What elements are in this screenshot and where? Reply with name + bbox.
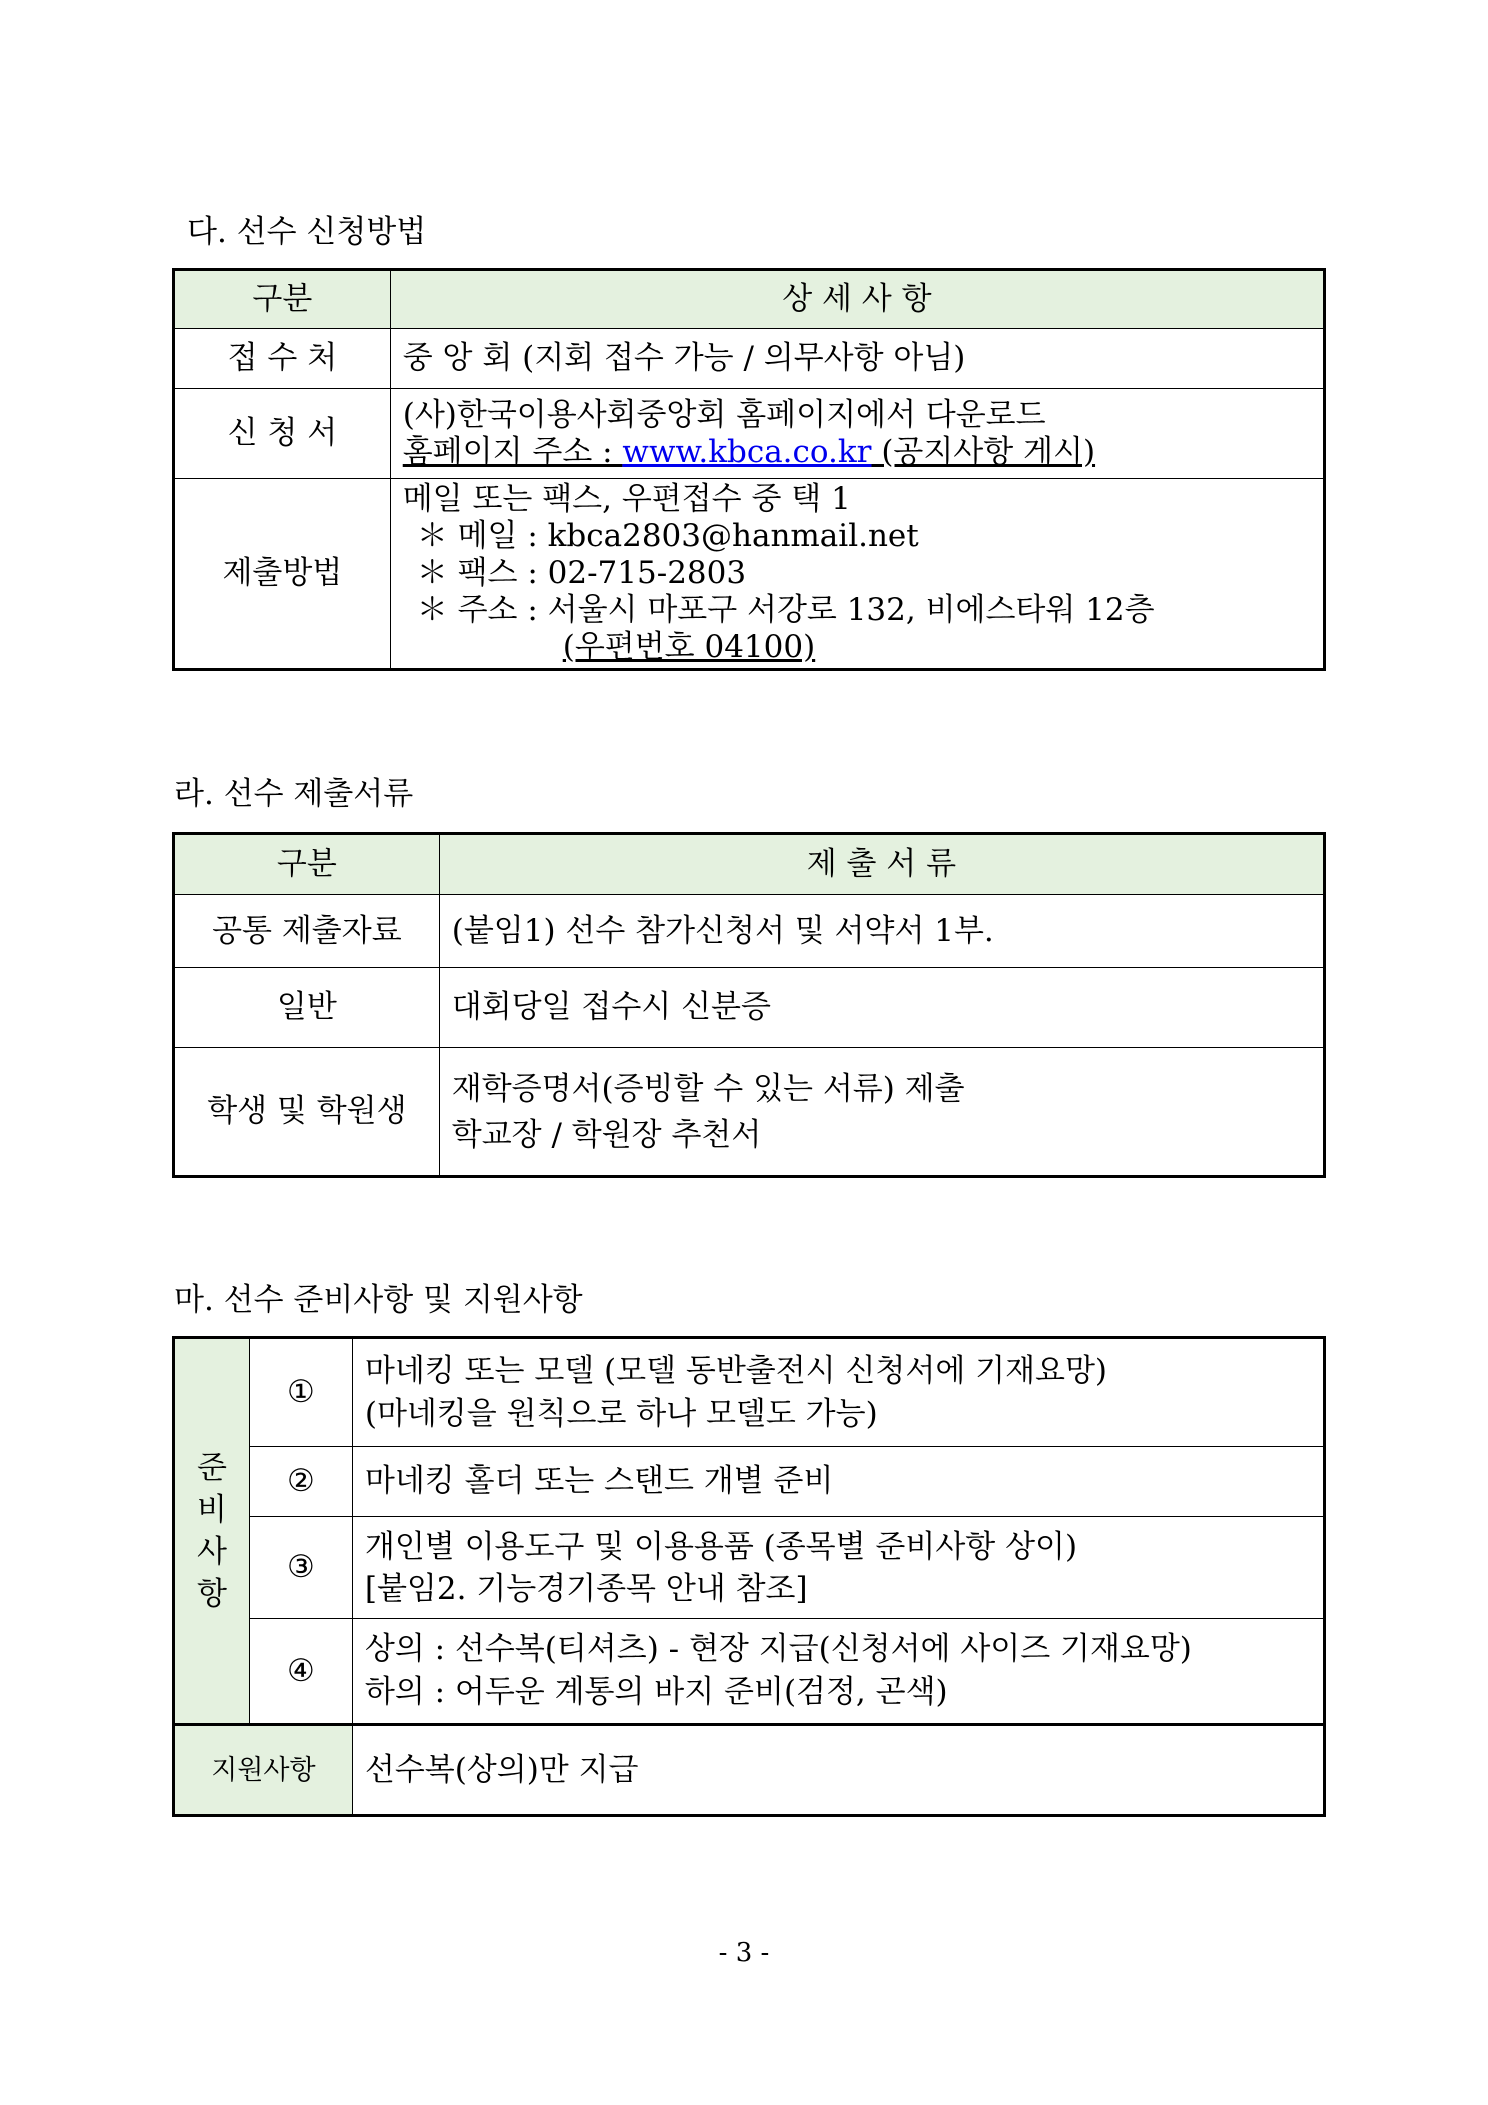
page-number: - 3 - [718, 1938, 770, 1968]
preparation-side-label [175, 1339, 250, 1725]
header-details: 상 세 사 항 [390, 271, 1323, 329]
row-value-student [439, 1048, 1323, 1176]
required-documents-table [174, 834, 1324, 1176]
header-category: 구분 [175, 835, 440, 895]
item-text-2: 마네킹 홀더 또는 스탠드 개별 준비 [352, 1447, 1323, 1517]
form-line-2 [403, 434, 1323, 471]
row-label-general: 일반 [175, 968, 440, 1048]
item-3-line-1: 개인별 이용도구 및 이용용품 (종목별 준비사항 상이) [364, 1528, 1078, 1565]
homepage-link[interactable]: www.kbca.co.kr [622, 433, 872, 470]
row-label-submission: 제출방법 [175, 479, 391, 669]
item-1-line-1: 마네킹 또는 모델 (모델 동반출전시 신청서에 기재요망) [364, 1352, 1107, 1389]
side-char-4: 항 [197, 1576, 227, 1612]
support-text: 선수복(상의)만 지급 [352, 1725, 1323, 1815]
item-number-4: ④ [249, 1619, 352, 1725]
side-char-1: 준 [197, 1450, 227, 1486]
row-value-common: (붙임1) 선수 참가신청서 및 서약서 1부. [439, 895, 1323, 968]
row-label-common: 공통 제출자료 [175, 895, 440, 968]
row-label-reception: 접 수 처 [175, 329, 391, 389]
section-da-title: 다. 선수 신청방법 [187, 214, 427, 250]
homepage-label: 홈페이지 주소 : [402, 433, 623, 470]
header-documents: 제 출 서 류 [439, 835, 1323, 895]
support-label: 지원사항 [175, 1725, 353, 1815]
student-line-2: 학교장 / 학원장 추천서 [451, 1116, 762, 1153]
submission-address: ＊ 주소 : 서울시 마포구 서강로 132, 비에스타워 12층 [416, 592, 1155, 628]
row-value-reception: 중 앙 회 (지회 접수 가능 / 의무사항 아님) [390, 329, 1323, 389]
submission-fax: ＊ 팩스 : 02-715-2803 [416, 555, 747, 591]
item-text-1 [352, 1339, 1323, 1447]
item-text-4 [352, 1619, 1323, 1725]
notice-suffix: (공지사항 게시) [871, 433, 1096, 470]
item-number-3: ③ [249, 1517, 352, 1619]
item-3-line-2: [붙임2. 기능경기종목 안내 참조] [364, 1570, 808, 1607]
row-value-general: 대회당일 접수시 신분증 [439, 968, 1323, 1048]
submission-postcode: (우편번호 04100) [562, 629, 816, 665]
item-4-line-2: 하의 : 어두운 계통의 바지 준비(검정, 곤색) [364, 1674, 948, 1710]
form-line-1: (사)한국이용사회중앙회 홈페이지에서 다운로드 [402, 396, 1046, 433]
item-number-2: ② [249, 1447, 352, 1517]
preparation-support-table [174, 1338, 1324, 1815]
item-text-3 [352, 1517, 1323, 1619]
row-label-student: 학생 및 학원생 [175, 1048, 440, 1176]
submission-email: ＊ 메일 : kbca2803@hanmail.net [416, 518, 919, 554]
side-char-2: 비 [197, 1492, 227, 1528]
item-4-line-1: 상의 : 선수복(티셔츠) - 현장 지급(신청서에 사이즈 기재요망) [364, 1631, 1192, 1667]
student-line-1: 재학증명서(증빙할 수 있는 서류) 제출 [451, 1070, 965, 1107]
item-1-line-2: (마네킹을 원칙으로 하나 모델도 가능) [364, 1395, 878, 1432]
row-value-form [390, 389, 1323, 479]
header-category: 구분 [175, 271, 391, 329]
section-ma-title: 마. 선수 준비사항 및 지원사항 [174, 1282, 583, 1318]
section-ra-title: 라. 선수 제출서류 [174, 776, 414, 812]
item-number-1: ① [249, 1339, 352, 1447]
submission-line-1: 메일 또는 팩스, 우편접수 중 택 1 [402, 481, 851, 517]
application-method-table [174, 270, 1324, 669]
row-label-form: 신 청 서 [175, 389, 391, 479]
row-value-submission [390, 479, 1323, 669]
side-char-3: 사 [197, 1534, 227, 1570]
